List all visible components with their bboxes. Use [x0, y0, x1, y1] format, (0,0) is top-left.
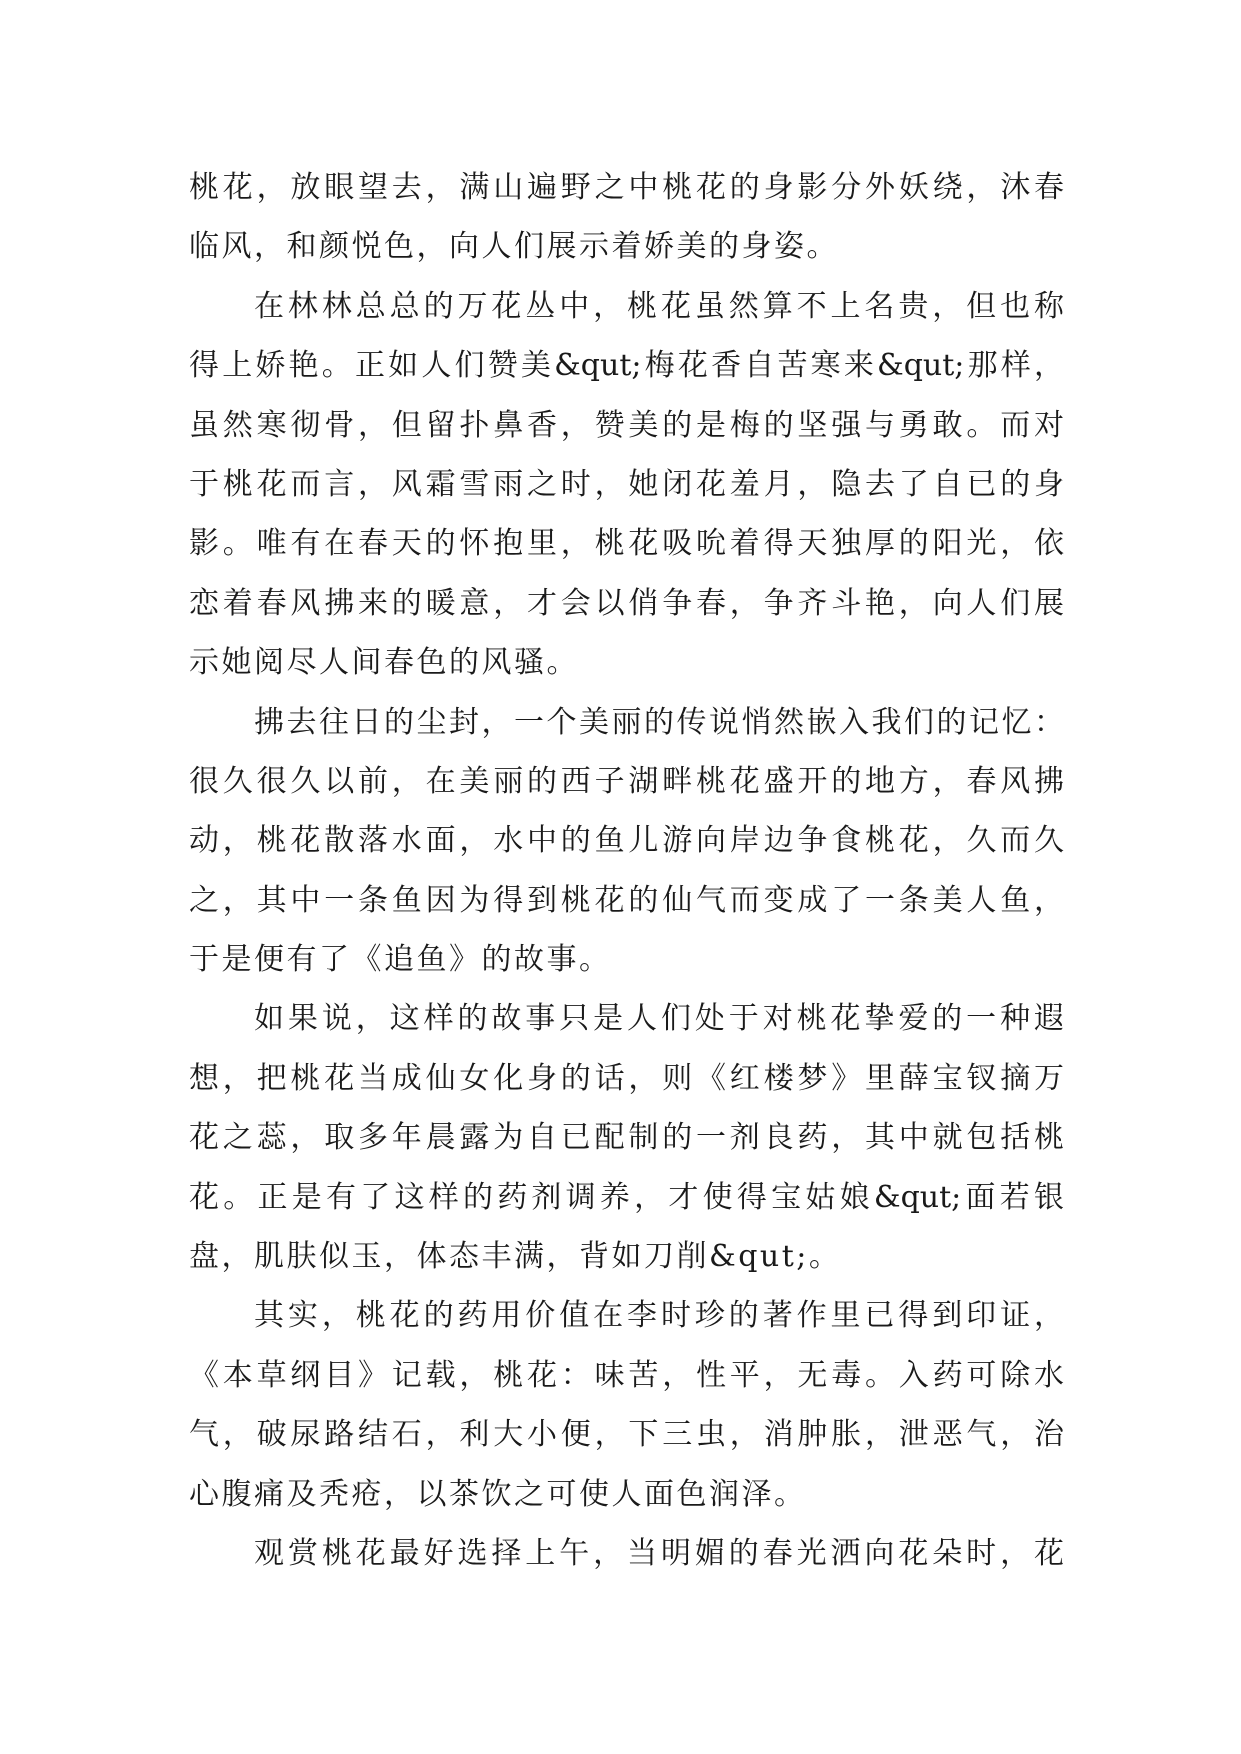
paragraph: [189, 158, 1064, 277]
text-line: 临风，和颜悦色，向人们展示着娇美的身姿。: [189, 229, 839, 265]
document-body: [189, 158, 1064, 1583]
text-line: 花。正是有了这样的药剂调养，才使得宝姑娘&qut;面若银: [189, 1179, 1064, 1215]
text-line: 拂去往日的尘封，一个美丽的传说悄然嵌入我们的记忆：: [254, 704, 1064, 740]
text-line: 动，桃花散落水面，水中的鱼儿游向岸边争食桃花，久而久: [189, 823, 1064, 859]
text-line: 如果说，这样的故事只是人们处于对桃花挚爱的一种遐: [254, 1001, 1064, 1037]
text-line: 桃花，放眼望去，满山遍野之中桃花的身影分外妖绕，沐春: [189, 170, 1064, 205]
paragraph: [189, 1524, 1064, 1583]
text-line: 于桃花而言，风霜雪雨之时，她闭花羞月，隐去了自已的身: [189, 466, 1064, 502]
text-line: 盘，肌肤似玉，体态丰满，背如刀削&qut;。: [189, 1239, 842, 1275]
text-line: 于是便有了《追鱼》的故事。: [189, 942, 612, 978]
text-line: 其实，桃花的药用价值在李时珍的著作里已得到印证，: [254, 1298, 1064, 1334]
paragraph: [189, 1286, 1064, 1524]
paragraph: [189, 989, 1064, 1286]
text-line: 得上娇艳。正如人们赞美&qut;梅花香自苦寒来&qut;那样，: [189, 348, 1064, 384]
text-line: 虽然寒彻骨，但留扑鼻香，赞美的是梅的坚强与勇敢。而对: [189, 407, 1064, 443]
text-line: 在林林总总的万花丛中，桃花虽然算不上名贵，但也称: [254, 288, 1064, 324]
text-line: 气，破尿路结石，利大小便，下三虫，消肿胀，泄恶气，治: [189, 1417, 1064, 1453]
text-line: 想，把桃花当成仙女化身的话，则《红楼梦》里薛宝钗摘万: [189, 1060, 1064, 1096]
text-line: 心腹痛及秃疮，以茶饮之可使人面色润泽。: [189, 1476, 807, 1512]
text-line: 恋着春风拂来的暖意，才会以俏争春，争齐斗艳，向人们展: [189, 585, 1064, 621]
text-line: 很久很久以前，在美丽的西子湖畔桃花盛开的地方，春风拂: [189, 763, 1064, 799]
text-line: 之，其中一条鱼因为得到桃花的仙气而变成了一条美人鱼，: [189, 882, 1064, 918]
paragraph: [189, 277, 1064, 693]
text-line: 观赏桃花最好选择上午，当明媚的春光洒向花朵时，花: [254, 1535, 1064, 1571]
text-line: 影。唯有在春天的怀抱里，桃花吸吮着得天独厚的阳光，依: [189, 526, 1064, 562]
text-line: 示她阅尽人间春色的风骚。: [189, 645, 579, 681]
text-line: 《本草纲目》记载，桃花：味苦，性平，无毒。入药可除水: [189, 1357, 1064, 1393]
text-line: 花之蕊，取多年晨露为自已配制的一剂良药，其中就包括桃: [189, 1120, 1064, 1156]
paragraph: [189, 693, 1064, 990]
